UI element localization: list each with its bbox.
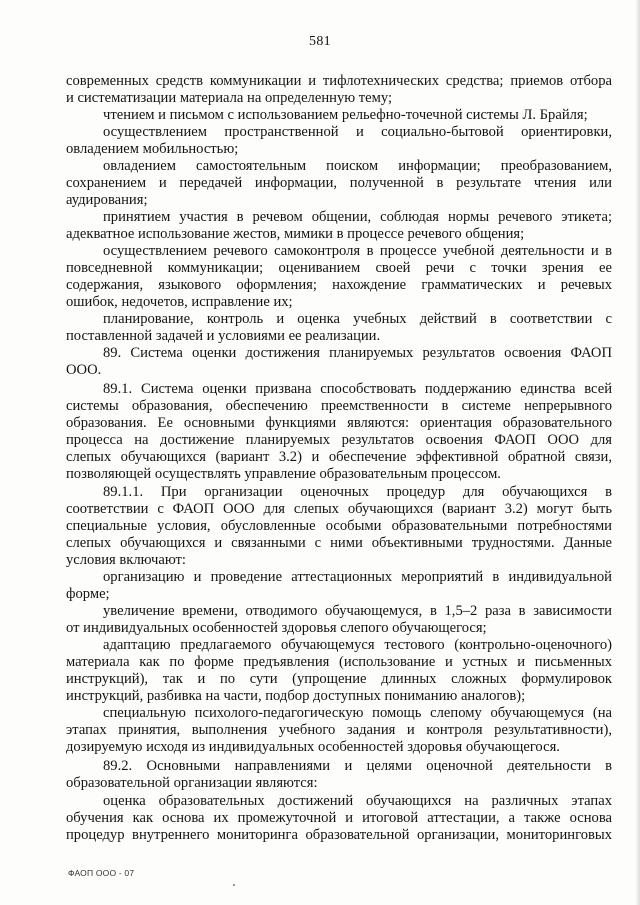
text-line: процедур внутреннего мониторинга образовательной организации, мониторинговых: [66, 827, 612, 843]
text-line: 89.2. Основными направлениями и целями оценочной деятельности в: [103, 758, 612, 774]
text-line: 89.1.1. При организации оценочных процедур для обучающихся в: [103, 484, 612, 500]
text-line: слепых обучающихся и связанными с ними объективными трудностями. Данные: [66, 535, 612, 551]
page-number: 581: [309, 34, 331, 49]
text-line: осуществлением пространственной и социально-бытовой ориентировки,: [103, 124, 612, 140]
text-line: оценка образовательных достижений обучающихся на различных этапах: [103, 793, 612, 809]
scan-speck: [233, 884, 235, 886]
scan-edge-shadow: [635, 0, 640, 905]
text-line: условия включают:: [66, 552, 186, 568]
text-line: аудирования;: [66, 192, 148, 208]
text-line: содержания, языкового оформления; нахождение грамматических и речевых: [66, 277, 612, 293]
text-line: адекватное использование жестов, мимики в процессе речевого общения;: [66, 226, 525, 242]
text-line: организацию и проведение аттестационных мероприятий в индивидуальной: [103, 569, 612, 585]
text-line: образования. Ее основными функциями являются: ориентация образовательного: [66, 415, 612, 431]
text-line: инструкций, разбивка на части, подбор доступных пониманию аналогов);: [66, 688, 526, 704]
text-line: соответствии с ФАОП ООО для слепых обучающихся (вариант 3.2) могут быть: [66, 501, 612, 517]
text-line: осуществлением речевого самоконтроля в процессе учебной деятельности и в: [103, 243, 612, 259]
text-line: специальную психолого-педагогическую помощь слепому обучающемуся (на: [103, 705, 612, 721]
text-line: материала как по форме предъявления (использование и устных и письменных: [66, 654, 612, 670]
text-line: увеличение времени, отводимого обучающемуся, в 1,5–2 раза в зависимости: [103, 603, 612, 619]
text-line: образовательной организации являются:: [66, 775, 318, 791]
text-line: чтением и письмом с использованием рельефно-точечной системы Л. Брайля;: [103, 107, 588, 123]
text-line: овладением самостоятельным поиском информации; преобразованием,: [103, 158, 612, 174]
text-line: принятием участия в речевом общении, соблюдая нормы речевого этикета;: [103, 209, 612, 225]
text-line: сохранением и передачей информации, полученной в результате чтения или: [66, 175, 612, 191]
text-line: обучения как основа их промежуточной и итоговой аттестации, а также основа: [66, 810, 612, 826]
text-line: позволяющей осуществлять управление образовательным процессом.: [66, 466, 501, 482]
text-line: и систематизации материала на определенную тему;: [66, 90, 393, 106]
text-line: 89.1. Система оценки призвана способствовать поддержанию единства всей: [103, 381, 612, 397]
text-line: ошибок, недочетов, исправление их;: [66, 294, 293, 310]
text-line: планирование, контроль и оценка учебных действий в соответствии с: [103, 311, 612, 327]
text-line: форме;: [66, 586, 110, 602]
text-line: инструкций), так и по сути (упрощение длинных сложных формулировок: [66, 671, 612, 687]
text-line: от индивидуальных особенностей здоровья слепого обучающегося;: [66, 620, 487, 636]
text-line: специальные условия, обусловленные особыми образовательными потребностями: [66, 518, 612, 534]
text-line: современных средств коммуникации и тифлотехнических средства; приемов отбора: [66, 73, 612, 89]
text-line: дозируемую исходя из индивидуальных особенностей здоровья обучающегося.: [66, 739, 560, 755]
text-line: этапах принятия, выполнения учебного задания и контроля результативности),: [66, 722, 612, 738]
section-heading-line: 89. Система оценки достижения планируемых результатов освоения ФАОП: [103, 345, 612, 361]
text-line: адаптацию предлагаемого обучающемуся тестового (контрольно-оценочного): [103, 637, 612, 653]
text-line: системы образования, обеспечению преемственности в системе непрерывного: [66, 398, 612, 414]
document-footer-code: ФАОП ООО - 07: [68, 868, 135, 878]
text-line: слепых обучающихся (вариант 3.2) и обеспечение эффективной обратной связи,: [66, 449, 612, 465]
section-heading-line: ООО.: [66, 362, 102, 378]
text-line: процесса на достижение планируемых результатов освоения ФАОП ООО для: [66, 432, 612, 448]
text-line: повседневной коммуникации; оцениванием своей речи с точки зрения ее: [66, 260, 612, 276]
text-line: овладением мобильностью;: [66, 141, 239, 157]
text-line: поставленной задачей и условиями ее реализации.: [66, 328, 381, 344]
